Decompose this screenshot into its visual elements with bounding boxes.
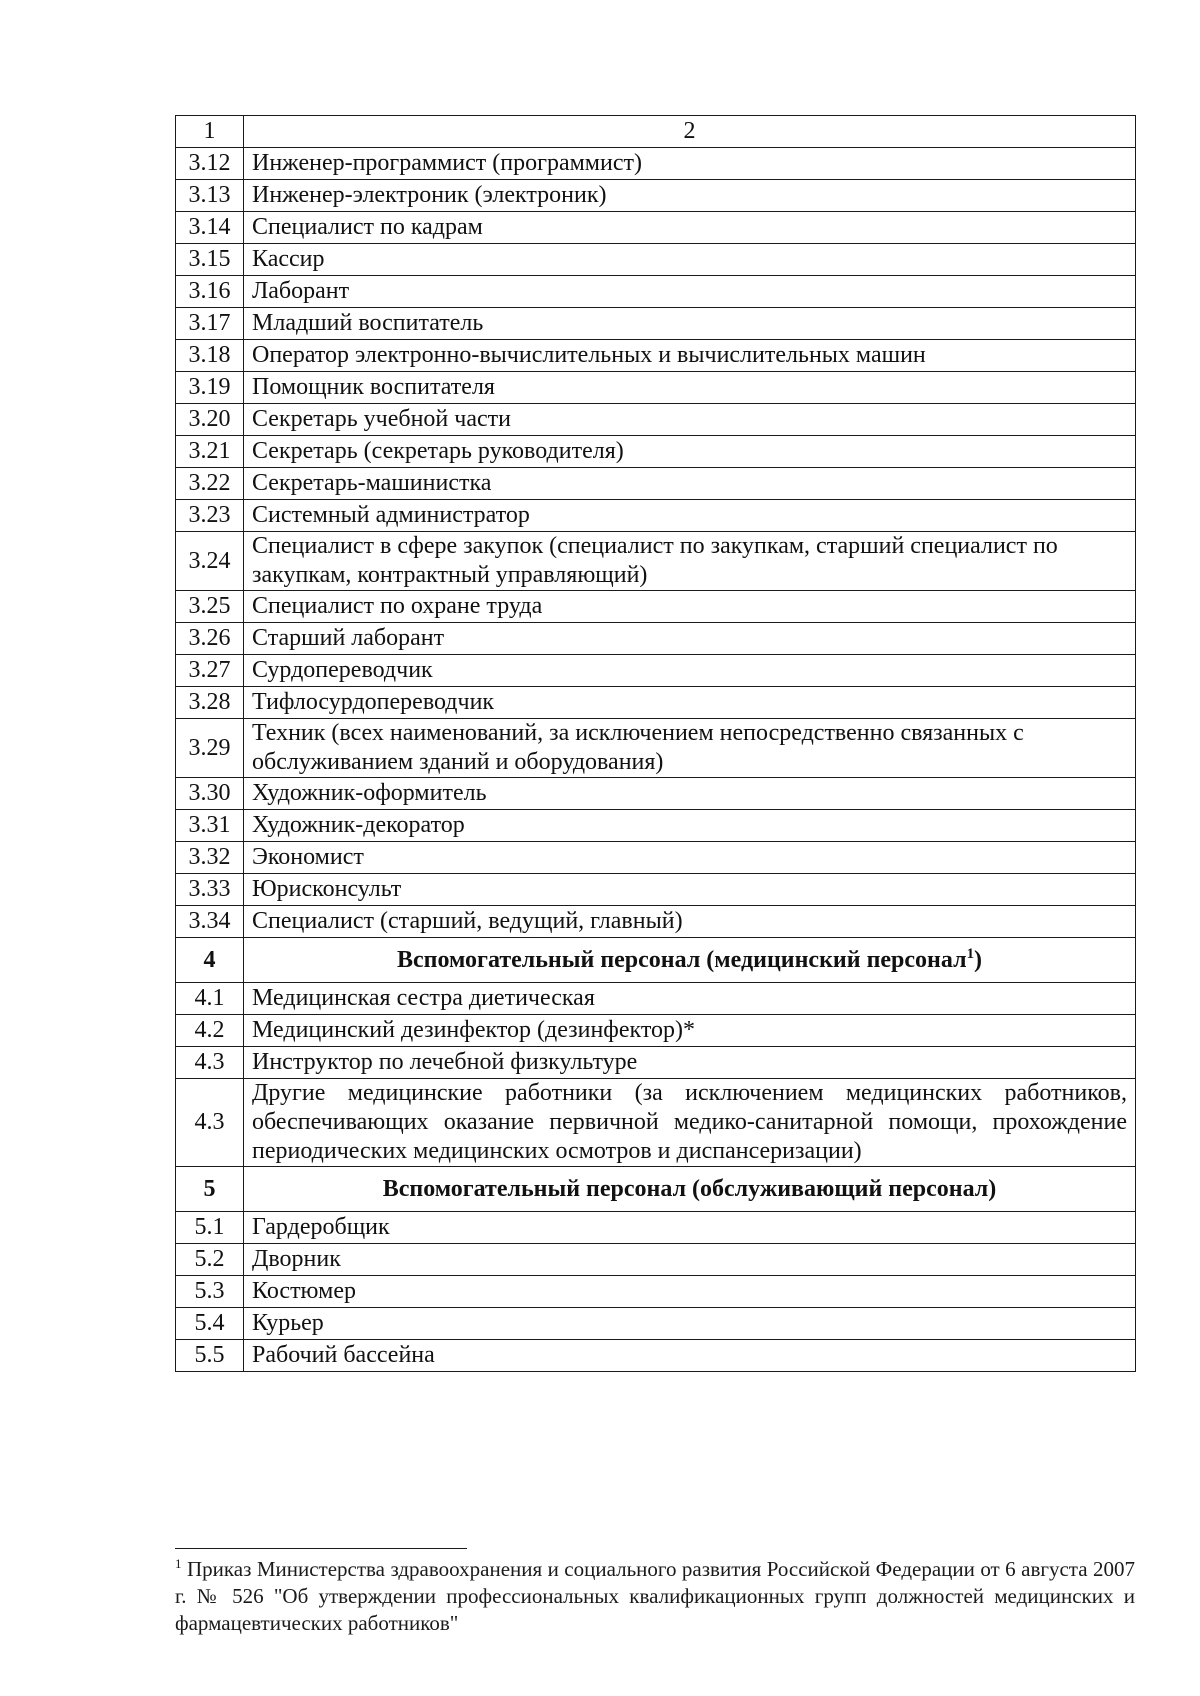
table-row: [176, 308, 1136, 340]
row-number: 4.3: [176, 1079, 244, 1167]
row-number: 5.5: [176, 1340, 244, 1372]
row-text: Специалист по охране труда: [244, 591, 1136, 623]
row-text: Секретарь (секретарь руководителя): [244, 436, 1136, 468]
table-row: [176, 340, 1136, 372]
row-text: Секретарь учебной части: [244, 404, 1136, 436]
row-number: 3.33: [176, 874, 244, 906]
table-row: [176, 1047, 1136, 1079]
table-row: [176, 1276, 1136, 1308]
table-row: [176, 655, 1136, 687]
row-number: 4.3: [176, 1047, 244, 1079]
row-text: Инженер-электроник (электроник): [244, 180, 1136, 212]
row-number: 3.24: [176, 532, 244, 591]
row-number: 3.19: [176, 372, 244, 404]
footnote-reference: 1: [966, 945, 974, 962]
row-number: 5.4: [176, 1308, 244, 1340]
row-number: 4.2: [176, 1015, 244, 1047]
row-text: Секретарь-машинистка: [244, 468, 1136, 500]
row-number: 4.1: [176, 983, 244, 1015]
column-number-1: 1: [176, 116, 244, 148]
row-number: 3.20: [176, 404, 244, 436]
row-number: 3.26: [176, 623, 244, 655]
table-row: [176, 436, 1136, 468]
table-row: [176, 983, 1136, 1015]
row-text: Специалист (старший, ведущий, главный): [244, 906, 1136, 938]
row-number: 5.2: [176, 1244, 244, 1276]
section-number: 5: [176, 1167, 244, 1212]
row-text: Юрисконсульт: [244, 874, 1136, 906]
row-number: 5.1: [176, 1212, 244, 1244]
row-text: Художник-декоратор: [244, 810, 1136, 842]
row-text: Сурдопереводчик: [244, 655, 1136, 687]
table-row: [176, 500, 1136, 532]
row-text: Другие медицинские работники (за исключением медицинских работников, обеспечивающих оказание первичной медико-санитарной помощи, прохождение периодических медицинских осмотров и диспансеризации): [244, 1079, 1136, 1167]
row-text: Гардеробщик: [244, 1212, 1136, 1244]
row-number: 3.12: [176, 148, 244, 180]
table-row: [176, 1308, 1136, 1340]
table-row: [176, 404, 1136, 436]
table-row: [176, 842, 1136, 874]
table-row: [176, 623, 1136, 655]
row-number: 3.27: [176, 655, 244, 687]
row-text: Кассир: [244, 244, 1136, 276]
table-row: [176, 1079, 1136, 1167]
row-number: 3.28: [176, 687, 244, 719]
table-row: [176, 778, 1136, 810]
row-number: 3.16: [176, 276, 244, 308]
table-row: [176, 372, 1136, 404]
row-text: Помощник воспитателя: [244, 372, 1136, 404]
section-title: [244, 938, 1136, 983]
table-header-row: [176, 116, 1136, 148]
section-title-text: Вспомогательный персонал (медицинский персонал: [396, 946, 967, 973]
row-number: 3.30: [176, 778, 244, 810]
row-text: Старший лаборант: [244, 623, 1136, 655]
row-number: 3.17: [176, 308, 244, 340]
row-text: Медицинский дезинфектор (дезинфектор)*: [244, 1015, 1136, 1047]
table-row: [176, 1015, 1136, 1047]
table-row: [176, 244, 1136, 276]
table-row: [176, 276, 1136, 308]
footnote-marker: 1: [175, 1556, 182, 1571]
row-text: Лаборант: [244, 276, 1136, 308]
row-text: Рабочий бассейна: [244, 1340, 1136, 1372]
row-number: 3.15: [176, 244, 244, 276]
table-row: [176, 1340, 1136, 1372]
section-heading-row: [176, 938, 1136, 983]
table-row: [176, 212, 1136, 244]
table-row: [176, 532, 1136, 591]
row-text: Экономист: [244, 842, 1136, 874]
row-text: Инженер-программист (программист): [244, 148, 1136, 180]
section-number: 4: [176, 938, 244, 983]
table-row: [176, 906, 1136, 938]
table-row: [176, 1244, 1136, 1276]
row-text: Дворник: [244, 1244, 1136, 1276]
section-heading-row: [176, 1167, 1136, 1212]
row-text: Инструктор по лечебной физкультуре: [244, 1047, 1136, 1079]
row-number: 3.29: [176, 719, 244, 778]
footnote-divider: [175, 1548, 467, 1549]
table-row: [176, 591, 1136, 623]
row-text: Специалист в сфере закупок (специалист по закупкам, старший специалист по закупкам, контрактный управляющий): [244, 532, 1136, 591]
row-number: 3.22: [176, 468, 244, 500]
row-text: Техник (всех наименований, за исключением непосредственно связанных с обслуживанием зданий и оборудования): [244, 719, 1136, 778]
table-row: [176, 719, 1136, 778]
column-number-2: 2: [244, 116, 1136, 148]
row-text: Системный администратор: [244, 500, 1136, 532]
row-number: 3.14: [176, 212, 244, 244]
row-text: Младший воспитатель: [244, 308, 1136, 340]
row-number: 3.13: [176, 180, 244, 212]
table-row: [176, 874, 1136, 906]
row-text: Специалист по кадрам: [244, 212, 1136, 244]
row-text: Медицинская сестра диетическая: [244, 983, 1136, 1015]
row-text: Художник-оформитель: [244, 778, 1136, 810]
row-number: 3.31: [176, 810, 244, 842]
footnote: [175, 1556, 1135, 1637]
row-number: 3.32: [176, 842, 244, 874]
row-number: 3.23: [176, 500, 244, 532]
row-number: 3.25: [176, 591, 244, 623]
table-row: [176, 687, 1136, 719]
row-text: Курьер: [244, 1308, 1136, 1340]
table-row: [176, 810, 1136, 842]
row-number: 5.3: [176, 1276, 244, 1308]
row-number: 3.21: [176, 436, 244, 468]
section-title: Вспомогательный персонал (обслуживающий персонал): [244, 1167, 1136, 1212]
row-text: Тифлосурдопереводчик: [244, 687, 1136, 719]
table-row: [176, 180, 1136, 212]
footnote-text: Приказ Министерства здравоохранения и социального развития Российской Федерации от 6 августа 2007 г. № 526 "Об утверждении профессиональных квалификационных групп должностей медицинских и фармацевтических работников": [175, 1557, 1136, 1635]
section-title-close: ): [974, 946, 982, 973]
table-row: [176, 148, 1136, 180]
row-number: 3.18: [176, 340, 244, 372]
row-text: Костюмер: [244, 1276, 1136, 1308]
row-number: 3.34: [176, 906, 244, 938]
table-row: [176, 468, 1136, 500]
row-text: Оператор электронно-вычислительных и вычислительных машин: [244, 340, 1136, 372]
positions-table: [175, 115, 1136, 1372]
table-row: [176, 1212, 1136, 1244]
